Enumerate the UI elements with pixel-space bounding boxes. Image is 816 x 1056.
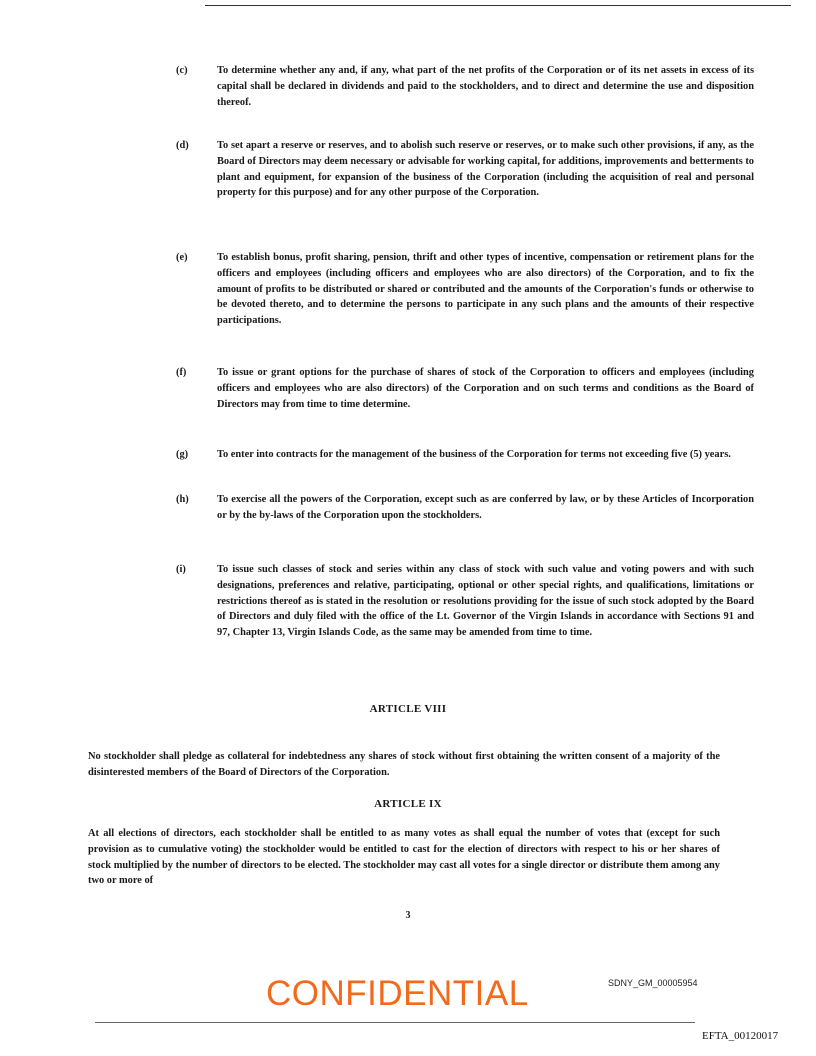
clause-d [176,138,756,201]
page-number: 3 [405,910,411,921]
clause-g [176,447,756,463]
clause-text: To issue such classes of stock and series within any class of stock with such value and voting powers and with such designations, preferences and relative, participating, optional or other special rights, and qualifications, limitations or restrictions thereof as is stated in the resolution or resolutions providing for the issue of such stock adopted by the Board of Directors and duly filed with the office of the Lt. Governor of the Virgin Islands in accordance with Sections 91 and 97, Chapter 13, Virgin Islands Code, as the same may be amended from time to time. [217,564,754,639]
clause-f [176,365,756,412]
clause-label: (h) [176,494,189,505]
clause-label: (g) [176,449,189,460]
article-viii-text: No stockholder shall pledge as collateral for indebtedness any shares of stock without first obtaining the written consent of a majority of the disinterested members of the Board of Directors of the Corporation. [88,751,720,778]
clause-text: To establish bonus, profit sharing, pension, thrift and other types of incentive, compensation or retirement plans for the officers and employees (including officers and employees who are also directors) of the Corporation, and to fix the amount of profits to be distributed or shared or contributed and the amounts of the Corporation's funds or otherwise to be devoted thereto, and to determine the persons to participate in any such plans and the amounts of their respective participations. [217,252,754,327]
clause-text: To enter into contracts for the management of the business of the Corporation for terms not exceeding five (5) years. [217,449,731,460]
clause-text: To set apart a reserve or reserves, and to abolish such reserve or reserves, or to make such other provisions, if any, as the Board of Directors may deem necessary or advisable for working capital, for additions, improvements and betterments to plant and equipment, for expansion of the business of the Corporation (including the acquisition of real and personal property for this purpose) and for any other purpose of the Corporation. [217,140,754,199]
clause-label: (i) [176,564,186,575]
confidential-stamp: CONFIDENTIAL [266,974,529,1013]
efta-number: EFTA_00120017 [702,1030,779,1042]
clause-text: To determine whether any and, if any, what part of the net profits of the Corporation or of its net assets in excess of its capital shall be declared in dividends and paid to the stockholders, and to direct and determine the use and disposition thereof. [217,65,754,108]
top-rule [205,5,791,6]
bates-number: SDNY_GM_00005954 [608,978,698,988]
clause-text: To issue or grant options for the purchase of shares of stock of the Corporation to officers and employees (including officers and employees who are also directors) of the Corporation and on such terms and conditions as the Board of Directors may from time to time determine. [217,367,754,410]
clause-i [176,562,756,641]
article-ix-heading: ARTICLE IX [374,798,442,810]
article-ix-text: At all elections of directors, each stockholder shall be entitled to as many votes as shall equal the number of votes that (except for such provision as to cumulative voting) the stockholder would be entitled to cast for the election of directors with respect to his or her shares of stock multiplied by the number of directors to be elected. The stockholder may cast all votes for a single director or distribute them among any two or more of [88,828,720,887]
article-viii-heading: ARTICLE VIII [369,703,447,715]
clause-text: To exercise all the powers of the Corporation, except such as are conferred by law, or by these Articles of Incorporation or by the by-laws of the Corporation upon the stockholders. [217,494,754,521]
bottom-rule [95,1022,695,1023]
clause-label: (e) [176,252,188,263]
clause-label: (d) [176,140,189,151]
clause-label: (c) [176,65,188,76]
clause-label: (f) [176,367,187,378]
clause-e [176,250,756,329]
clause-h [176,492,756,524]
clause-c [176,63,756,110]
